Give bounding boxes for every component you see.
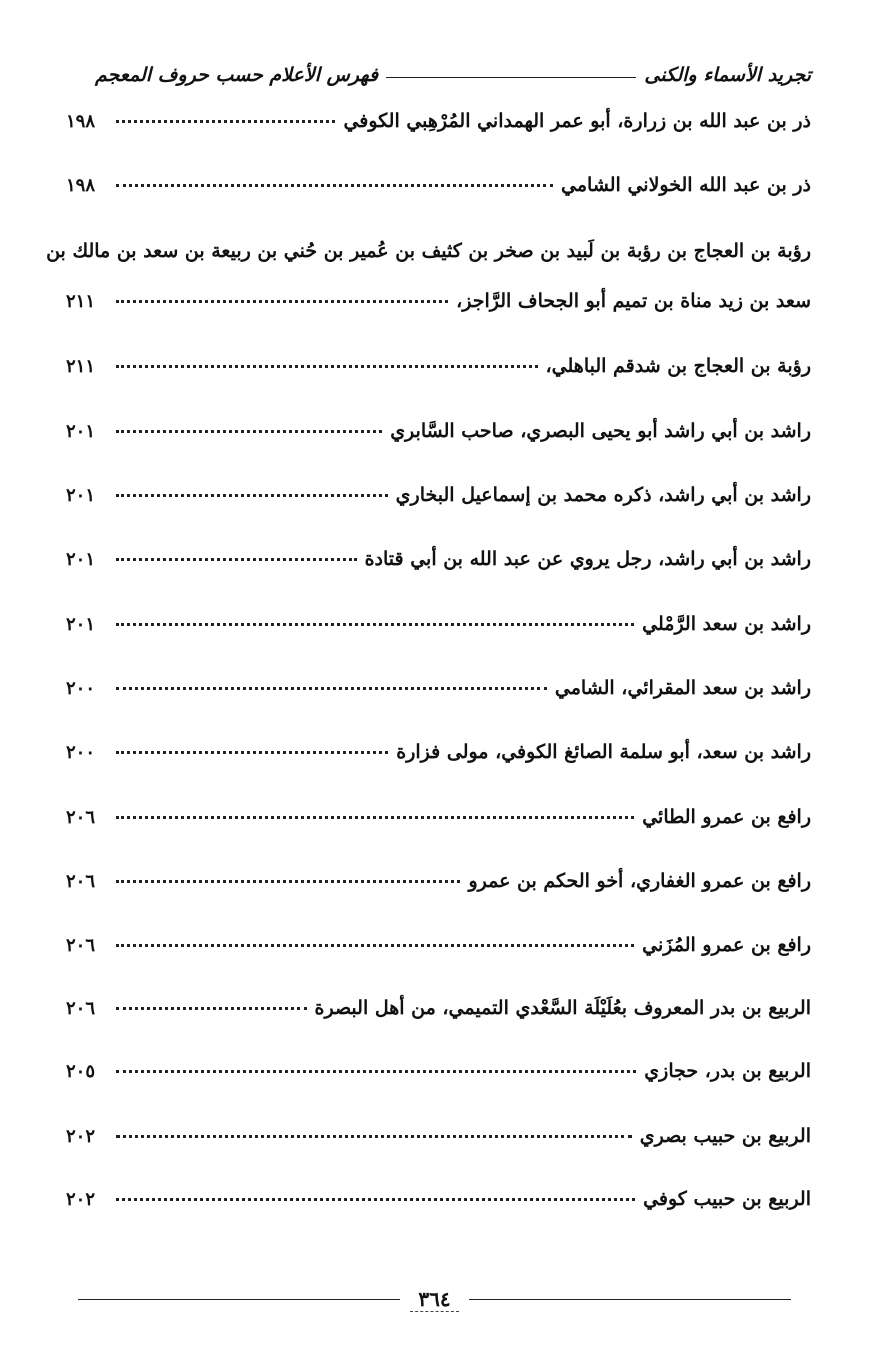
dot-leader	[116, 184, 553, 187]
dot-leader	[116, 365, 538, 368]
entry-page: ٢٠٠	[66, 678, 96, 699]
entry-name: الربيع بن حبيب كوفي	[643, 1188, 811, 1210]
index-entry	[66, 741, 811, 764]
page-footer	[78, 1286, 791, 1312]
entry-name: رافع بن عمرو الطائي	[642, 806, 811, 828]
index-entry	[66, 806, 811, 829]
entry-page: ٢٠١	[66, 614, 96, 635]
index-entry	[66, 290, 811, 313]
header-title: تجريد الأسماء والكنى	[644, 64, 811, 86]
index-entry	[66, 420, 811, 443]
dot-leader	[116, 880, 460, 883]
dot-leader	[116, 944, 634, 947]
dot-leader	[116, 120, 335, 123]
entry-page: ٢٠٦	[66, 935, 96, 956]
entry-page: ٢٠٢	[66, 1126, 96, 1147]
footer-rule-right	[469, 1299, 791, 1300]
index-entry	[66, 677, 811, 700]
entry-page: ٢٠٦	[66, 871, 96, 892]
entry-page: ١٩٨	[66, 175, 96, 196]
entry-name: راشد بن أبي راشد، ذكره محمد بن إسماعيل البخاري	[395, 484, 811, 506]
dot-leader	[116, 816, 634, 819]
entry-name: راشد بن سعد الرَّمْلي	[642, 613, 811, 635]
entry-page: ٢٠٥	[66, 1061, 96, 1082]
index-entry	[66, 355, 811, 378]
entry-name: ذر بن عبد الله بن زرارة، أبو عمر الهمداني المُرْهِبي الكوفي	[343, 110, 811, 132]
dot-leader	[116, 1007, 307, 1010]
index-entry	[66, 1188, 811, 1211]
footer-rule-left	[78, 1299, 400, 1300]
entry-name: راشد بن سعد، أبو سلمة الصائغ الكوفي، مولى فزارة	[396, 741, 811, 763]
entry-name: ذر بن عبد الله الخولاني الشامي	[561, 174, 811, 196]
dot-leader	[116, 623, 634, 626]
entry-name: راشد بن أبي راشد، رجل يروي عن عبد الله بن أبي قتادة	[364, 548, 811, 570]
dot-leader	[116, 1198, 635, 1201]
entry-page: ٢١١	[66, 291, 96, 312]
dot-leader	[116, 1135, 632, 1138]
entry-name: سعد بن زيد مناة بن تميم أبو الجحاف الرَّاجز،	[456, 290, 811, 312]
entry-name: راشد بن سعد المقرائي، الشامي	[554, 677, 811, 699]
index-entry	[66, 934, 811, 957]
index-entry	[66, 548, 811, 571]
entry-page: ٢٠٠	[66, 742, 96, 763]
index-entry	[66, 110, 811, 133]
entry-page: ٢٠٦	[66, 807, 96, 828]
dot-leader	[116, 430, 382, 433]
index-entry	[66, 484, 811, 507]
index-entry	[66, 870, 811, 893]
entry-page: ٢١١	[66, 356, 96, 377]
entry-name: الربيع بن بدر، حجازي	[644, 1060, 811, 1082]
dot-leader	[116, 687, 547, 690]
index-entry	[66, 613, 811, 636]
entry-name: رافع بن عمرو الغفاري، أخو الحكم بن عمرو	[468, 870, 811, 892]
dot-leader	[116, 300, 448, 303]
entry-page: ٢٠١	[66, 485, 96, 506]
entry-name: الربيع بن بدر المعروف بعُلَيْلَة السَّعْدي التميمي، من أهل البصرة	[314, 997, 811, 1019]
entry-page: ٢٠١	[66, 421, 96, 442]
entry-page: ١٩٨	[66, 111, 96, 132]
header-rule	[386, 77, 636, 78]
dot-leader	[116, 751, 388, 754]
entry-name: الربيع بن حبيب بصري	[639, 1125, 811, 1147]
index-entry	[66, 1060, 811, 1083]
dot-leader	[116, 494, 388, 497]
entry-name: رافع بن عمرو المُزَني	[642, 934, 811, 956]
running-header	[95, 58, 811, 92]
dot-leader	[116, 558, 357, 561]
entry-page: ٢٠٢	[66, 1189, 96, 1210]
entry-first-line: رؤبة بن العجاج بن رؤبة بن لَبيد بن صخر بن كثيف بن عُمير بن حُني بن ربيعة بن سعد بن مالك بن	[46, 240, 811, 262]
index-entry	[66, 1125, 811, 1148]
dot-leader	[116, 1070, 636, 1073]
entry-name: راشد بن أبي راشد أبو يحيى البصري، صاحب السَّابري	[390, 420, 811, 442]
page-number: ٣٦٤	[410, 1287, 458, 1312]
entry-page: ٢٠٦	[66, 998, 96, 1019]
header-section-title: فهرس الأعلام حسب حروف المعجم	[95, 64, 379, 86]
index-entry	[66, 997, 811, 1020]
index-entry	[66, 174, 811, 197]
entry-name: رؤبة بن العجاج بن شدقم الباهلي،	[545, 355, 811, 377]
entry-page: ٢٠١	[66, 549, 96, 570]
